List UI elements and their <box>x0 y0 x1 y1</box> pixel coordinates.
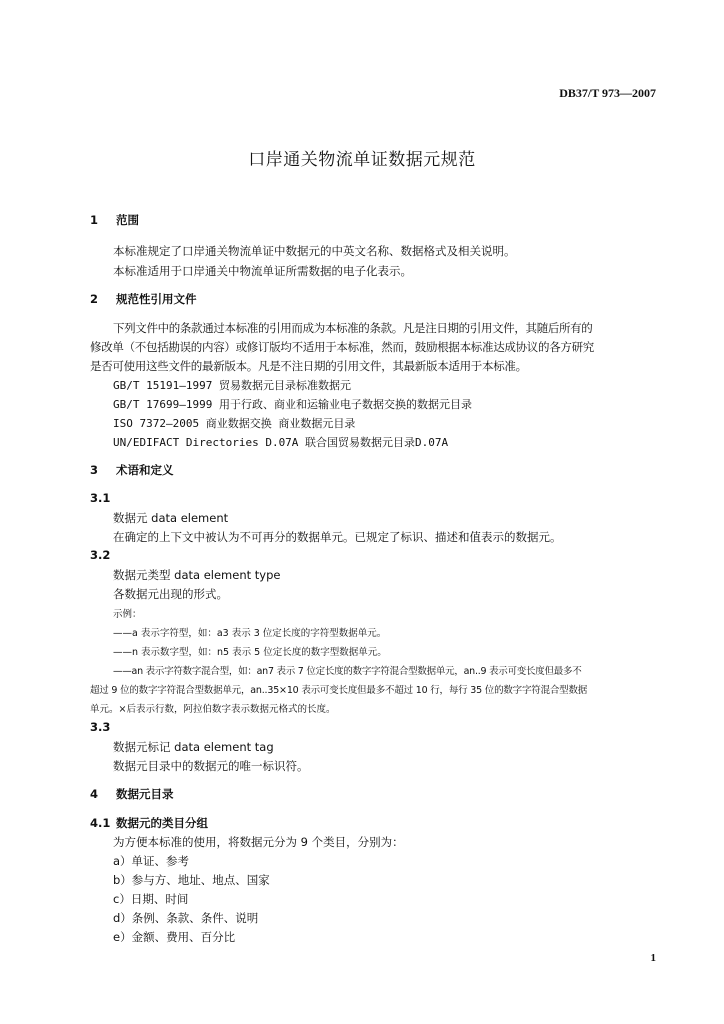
term-name: 数据元标记 data element tag <box>113 740 274 754</box>
section-number: 1 <box>90 213 99 227</box>
example-label: 示例： <box>113 609 142 620</box>
section-title: 范围 <box>116 213 139 227</box>
example-line: 超过 9 位的数字字符混合型数据单元，an..35×10 表示可变长度但最多不超过 10 行，每行 35 位的数字字符混合型数据 <box>90 685 588 696</box>
sec2-paragraph-line: 是否可使用这些文件的最新版本。凡是不注日期的引用文件，其最新版本适用于本标准。 <box>90 359 527 373</box>
section-2-heading <box>90 291 197 307</box>
term-definition: 各数据元出现的形式。 <box>113 587 228 601</box>
sec2-paragraph-line: 下列文件中的条款通过本标准的引用而成为本标准的条款。凡是注日期的引用文件，其随后所有的 <box>113 321 593 335</box>
reference-item: GB/T 15191—1997 贸易数据元目录标准数据元 <box>113 379 351 392</box>
page-number: 1 <box>650 952 656 964</box>
sec1-paragraph-2: 本标准适用于口岸通关中物流单证所需数据的电子化表示。 <box>113 264 412 278</box>
reference-item: GB/T 17699—1999 用于行政、商业和运输业电子数据交换的数据元目录 <box>113 398 472 411</box>
category-item: e）金额、费用、百分比 <box>113 930 236 944</box>
reference-item: UN/EDIFACT Directories D.07A 联合国贸易数据元目录D.07A <box>113 436 449 449</box>
category-item: a）单证、参考 <box>113 854 190 868</box>
sec2-paragraph-line: 修改单（不包括勘误的内容）或修订版均不适用于本标准，然而，鼓励根据本标准达成协议的各方研究 <box>90 340 594 354</box>
subsection-title: 数据元的类目分组 <box>116 816 208 830</box>
section-title: 数据元目录 <box>116 787 174 801</box>
example-line: ——an 表示字符数字混合型，如：an7 表示 7 位定长度的数字字符混合型数据单元，an..9 表示可变长度但最多不 <box>113 666 582 677</box>
example-line: ——n 表示数字型，如：n5 表示 5 位定长度的数字型数据单元。 <box>113 647 387 658</box>
term-number: 3.3 <box>90 720 111 734</box>
section-number: 4 <box>90 787 99 801</box>
sec1-paragraph-1: 本标准规定了口岸通关物流单证中数据元的中英文名称、数据格式及相关说明。 <box>113 244 516 258</box>
category-item: b）参与方、地址、地点、国家 <box>113 873 270 887</box>
term-definition: 数据元目录中的数据元的唯一标识符。 <box>113 759 309 773</box>
term-number: 3.1 <box>90 491 111 505</box>
example-line: 单元。×后表示行数，阿拉伯数字表示数据元格式的长度。 <box>90 704 336 715</box>
sec4-intro: 为方便本标准的使用，将数据元分为 9 个类目，分别为： <box>113 835 404 849</box>
example-line: ——a 表示字符型，如：a3 表示 3 位定长度的字符型数据单元。 <box>113 628 387 639</box>
section-title: 规范性引用文件 <box>116 292 197 306</box>
document-title: 口岸通关物流单证数据元规范 <box>248 150 476 170</box>
section-title: 术语和定义 <box>116 463 174 477</box>
section-1-heading <box>90 212 139 228</box>
section-3-heading <box>90 462 174 478</box>
subsection-number: 4.1 <box>90 816 111 830</box>
term-name: 数据元类型 data element type <box>113 568 281 582</box>
section-4-heading <box>90 786 174 802</box>
document-code: DB37/T 973—2007 <box>559 86 656 100</box>
term-number: 3.2 <box>90 548 111 562</box>
category-item: d）条例、条款、条件、说明 <box>113 911 259 925</box>
section-number: 2 <box>90 292 99 306</box>
section-number: 3 <box>90 463 99 477</box>
subsection-4-1-heading <box>90 815 208 831</box>
reference-item: ISO 7372—2005 商业数据交换 商业数据元目录 <box>113 417 356 430</box>
term-name: 数据元 data element <box>113 511 229 525</box>
term-definition: 在确定的上下文中被认为不可再分的数据单元。已规定了标识、描述和值表示的数据元。 <box>113 530 562 544</box>
category-item: c）日期、时间 <box>113 892 189 906</box>
